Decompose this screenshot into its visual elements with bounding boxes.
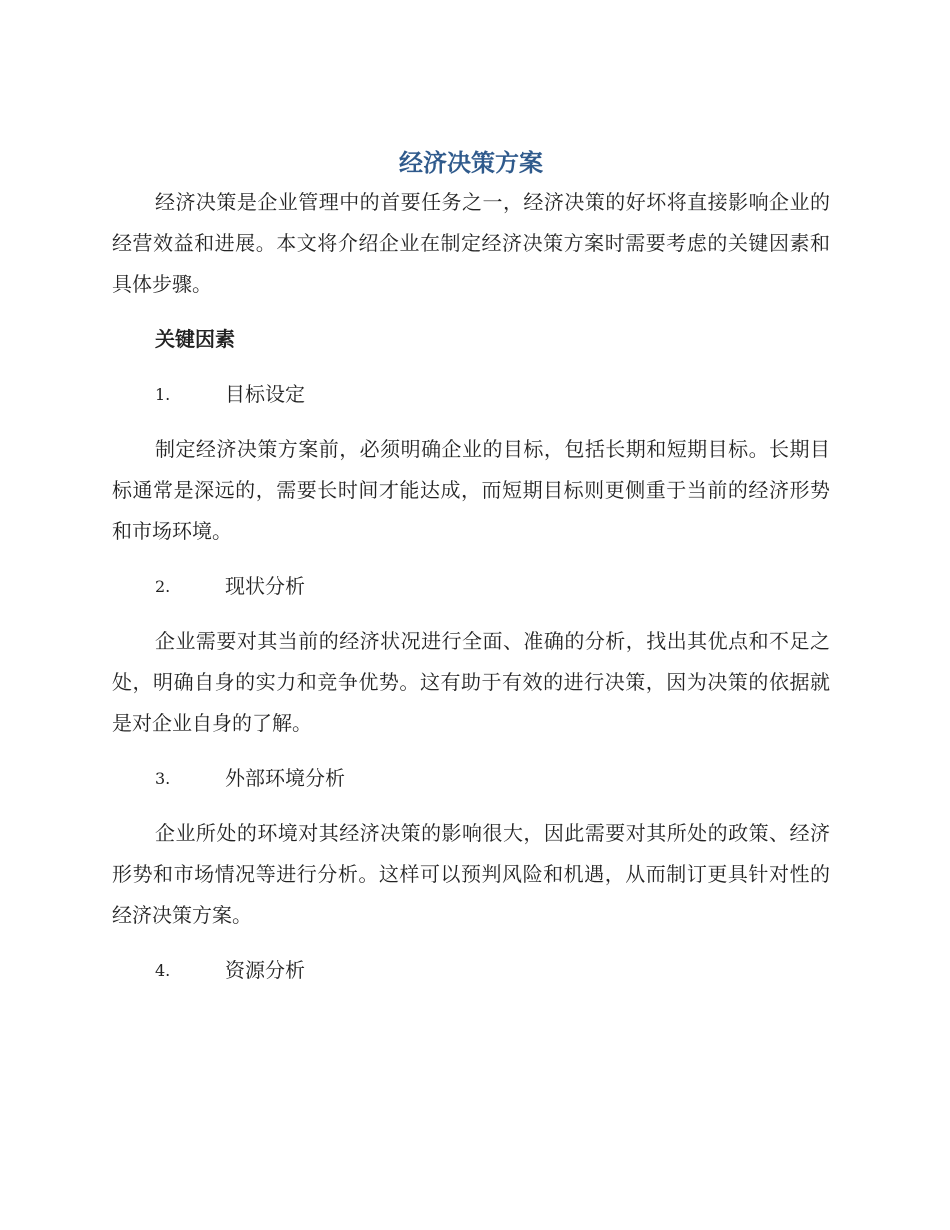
item-number: 3. bbox=[155, 769, 171, 788]
item-title: 现状分析 bbox=[225, 574, 305, 598]
item-number: 4. bbox=[155, 961, 171, 980]
item-2-paragraph: 企业需要对其当前的经济状况进行全面、准确的分析，找出其优点和不足之处，明确自身的实力和竞争优势。这有助于有效的进行决策，因为决策的依据就是对企业自身的了解。 bbox=[112, 629, 830, 735]
item-title: 目标设定 bbox=[225, 382, 305, 406]
item-1-paragraph: 制定经济决策方案前，必须明确企业的目标，包括长期和短期目标。长期目标通常是深远的，需要长时间才能达成，而短期目标则更侧重于当前的经济形势和市场环境。 bbox=[112, 437, 830, 543]
intro-paragraph: 经济决策是企业管理中的首要任务之一，经济决策的好坏将直接影响企业的经营效益和进展。本文将介绍企业在制定经济决策方案时需要考虑的关键因素和具体步骤。 bbox=[112, 190, 830, 296]
list-item-1 bbox=[155, 374, 830, 415]
document-title: 经济决策方案 bbox=[399, 149, 543, 177]
list-item-2 bbox=[155, 566, 830, 607]
item-number: 1. bbox=[155, 385, 171, 404]
section-heading: 关键因素 bbox=[155, 327, 235, 351]
document-page bbox=[112, 146, 830, 1005]
item-title: 外部环境分析 bbox=[225, 766, 345, 790]
item-title: 资源分析 bbox=[225, 958, 305, 982]
list-item-4 bbox=[155, 950, 830, 991]
item-number: 2. bbox=[155, 577, 171, 596]
item-3-paragraph: 企业所处的环境对其经济决策的影响很大，因此需要对其所处的政策、经济形势和市场情况等进行分析。这样可以预判风险和机遇，从而制订更具针对性的经济决策方案。 bbox=[112, 821, 830, 927]
list-item-3 bbox=[155, 758, 830, 799]
